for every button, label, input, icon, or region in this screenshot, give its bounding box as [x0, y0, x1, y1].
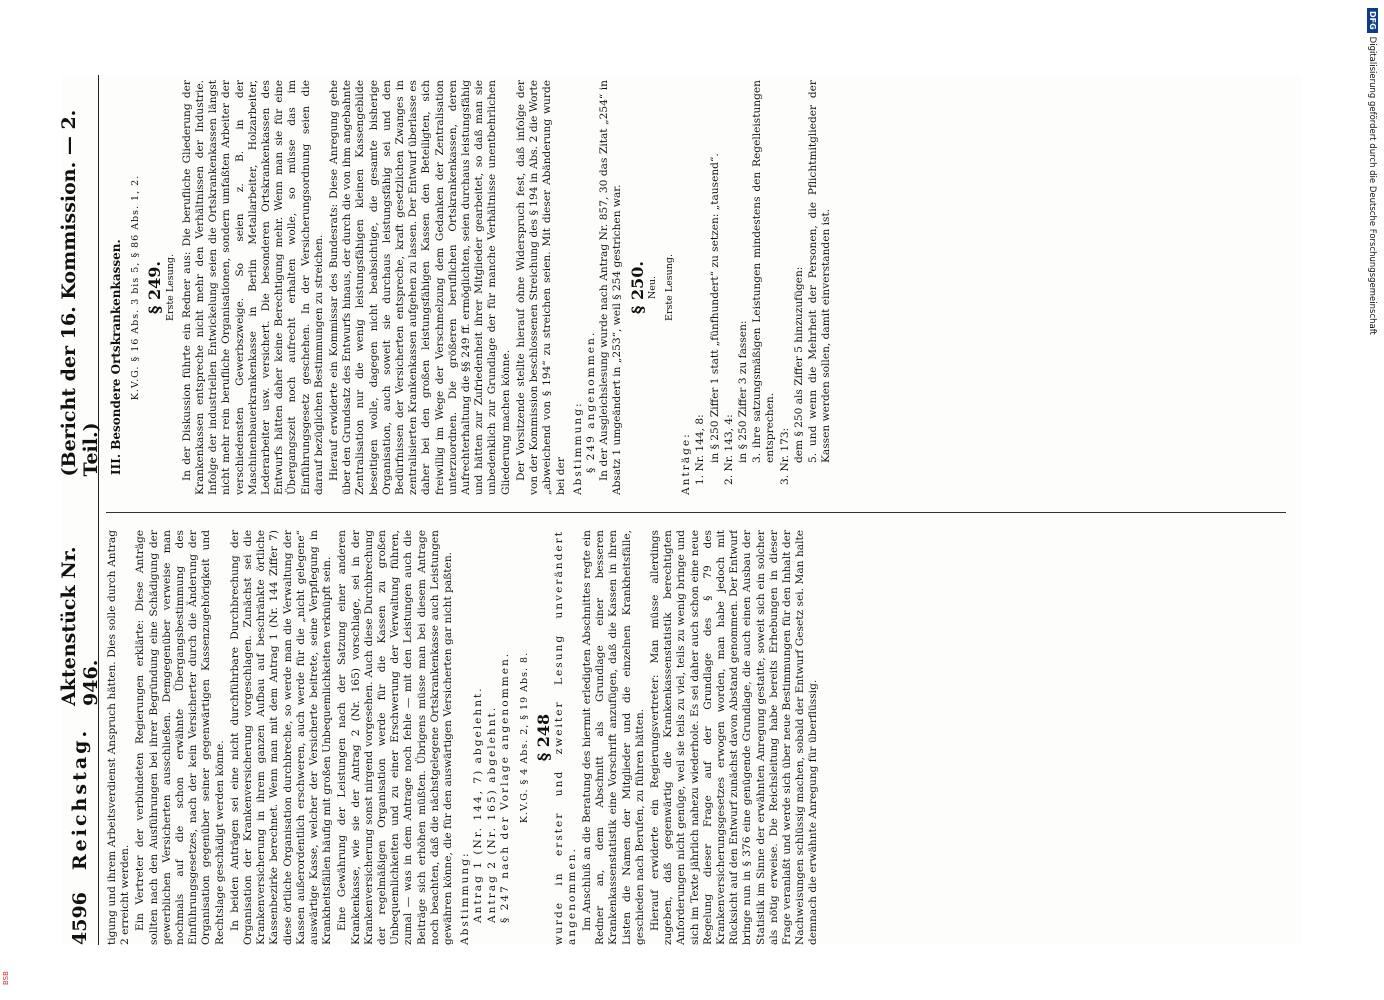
- paragraph: tigung und ihrem Arbeitsverdienst Anspruch hätten. Dies solle durch Antrag 2 erreicht werden.: [106, 530, 132, 945]
- vote-block: [572, 80, 598, 495]
- motion-text: dem § 250 als Ziffer 5 hinzuzufügen:: [792, 266, 805, 463]
- paragraph: Eine Gewährung der Leistungen nach der Satzung einer anderen Krankenkasse, wie sie der Antrag 2 (Nr. 165) vorschlage, sei in der Krankenversicherung sonst nirgend vorgesehen. Auch diese Durchbrechung der regelmäßigen Organisation werde für die Kassen zu großen Unbequemlichkeiten und zu einer Erschwerung der Verwaltung führen, zumal — was in dem Antrage noch fehle — mit den Leistungen auch die Beiträge sich erhöhen müßten. Übrigens müsse man bei diesem Antrage noch beachten, daß die nächstgelegene Ortskrankenkasse auch Leistungen gewähren könne, die für den auswärtigen Versicherten gar nicht paßten.: [336, 530, 455, 945]
- motions-heading: Anträge:: [680, 432, 693, 495]
- chapter-heading: III. Besondere Ortskrankenkassen.: [109, 239, 123, 475]
- vote-block: [459, 530, 512, 945]
- motion-text: 3. ihre satzungsmäßigen Leistungen mindestens den Regelleistungen entsprechen.: [751, 80, 777, 463]
- header-document: Aktenstück Nr. 946.: [58, 546, 102, 706]
- reading-label: Erste Lesung.: [663, 254, 675, 321]
- page-number: 4596: [69, 892, 91, 945]
- paragraph: Hierauf erwiderte ein Kommissar des Bundesrats: Diese Anregung gehe über den Grundsatz des Entwurfs hinaus, der durch die von ihm angebahnte Zentralisation nur die wenig leistungsfähigen kleinen Kassengebilde beseitigen wolle, dagegen nicht beabsichtige, die gesamte bisherige Organisation, auch soweit sie durchaus leistungsfähig sei und den Bedürfnissen der Versicherten entspreche, kraft gesetzlichen Zwanges in zentralisierten Krankenkassen aufgehen zu lassen. Der Entwurf überlasse es daher bei den großen leistungsfähigen Kassen den Beteiligten, sich freiwillig im Wege der Verschmelzung dem Gedanken der Zentralisation unterzuordnen. Die größeren beruflichen Ortskrankenkassen, deren Aufrechterhaltung die §§ 249 ff. ermöglichten, seien durchaus leistungsfähig und hätten zur Zufriedenheit ihrer Mitglieder gearbeitet, so daß man sie unbedenklich zur Grundlage der für manche Verhältnisse unentbehrlichen Gliederung machen könne.: [328, 80, 512, 495]
- column-divider: [106, 512, 1286, 513]
- motion-text: in § 250 Ziffer 1 statt „fünfhundert“ zu setzen: „tausend“.: [708, 153, 721, 463]
- new-label: Neu.: [646, 275, 658, 300]
- vote-heading: Abstimmung:: [571, 401, 584, 495]
- header-parliament: Reichstag.: [69, 727, 91, 871]
- right-column: [106, 80, 1286, 495]
- motion-number: 2. Nr. 143, 4:: [722, 414, 735, 485]
- vote-item: Antrag 2 (Nr. 165) abgelehnt.: [485, 705, 498, 923]
- section-heading: § 250.: [627, 261, 647, 314]
- left-column: [106, 530, 1286, 945]
- page-header: [58, 75, 102, 945]
- dfg-credit: [1367, 8, 1378, 335]
- dfg-logo: DFG: [1367, 8, 1378, 33]
- motion-text: 5. und wenn die Mehrheit der Personen, die Pflichtmitglieder der Kassen werden sollen, damit einverstanden ist.: [806, 80, 833, 463]
- motion-text: in § 250 Ziffer 3 zu fassen:: [736, 320, 749, 463]
- header-title: (Bericht der 16. Kommission. — 2. Teil.): [58, 109, 102, 477]
- paragraph: wurde in erster und zweiter Lesung unverändert angenommen.: [552, 530, 578, 945]
- motion-number: 3. Nr. 173:: [778, 427, 791, 485]
- dfg-credit-text: Digitalisierung gefördert durch die Deutsche Forschungsgemeinschaft: [1367, 36, 1378, 335]
- library-stamp: BSB: [2, 971, 10, 985]
- vote-heading: Abstimmung:: [459, 851, 472, 945]
- section-heading: § 249.: [145, 261, 165, 314]
- vote-item: § 249 angenommen.: [584, 330, 597, 473]
- paragraph: In der Diskussion führte ein Redner aus: Die berufliche Gliederung der Krankenkassen entspreche nicht mehr den Verhältnissen der Industrie. Infolge der industriellen Entwickelung seien die Ortskrankenkassen längst nicht mehr rein berufliche Organisationen, sondern umfaßten Arbeiter der verschiedensten Gewerbszweige. So seien z. B. in der Maschinenbauerkrankenkasse in Berlin Metallarbeiter, Holzarbeiter, Lederarbeiter usw. versichert. Die besonderen Ortskrankenkassen des Entwurfs hätten daher keine Berechtigung mehr. Wenn man sie für eine Übergangszeit noch aufrecht erhalten wolle, so müsse das im Einführungsgesetz geschehen. In der Versicherungsordnung seien die darauf bezüglichen Bestimmungen zu streichen.: [180, 80, 325, 495]
- motion-number: 1. Nr. 144, 8:: [694, 414, 707, 485]
- paragraph: Der Vorsitzende stellte hierauf ohne Widerspruch fest, daß infolge der von der Kommission beschlossenen Streichung des § 194 in Abs. 2 die Worte „abweichend von § 194“ zu streichen seien. Mit dieser Abänderung wurde bei der: [514, 80, 567, 495]
- section-heading: § 248: [534, 713, 554, 762]
- vote-item: Antrag 1 (Nr. 144, 7) abgelehnt.: [472, 686, 485, 923]
- paragraph: Im Anschluß an die Beratung des hiermit erledigten Abschnittes regte ein Redner an, dem Abschnitt als Grundlage einer besseren Krankenkassenstatistik eine Vorschrift anzufügen, daß die Kassen in ihren Listen die Namen der Mitglieder und die einzelnen Krankheitsfälle, geschieden nach Berufen, zu führen hätten.: [580, 530, 646, 945]
- law-reference: K.V.G. § 16 Abs. 3 bis 5, § 86 Abs. 1, 2.: [130, 174, 142, 401]
- paragraph: In der Ausgleichslesung wurde nach Antrag Nr. 857, 30 das Zitat „254“ in Absatz 1 umgeändert in „253“, weil § 254 gestrichen war.: [598, 80, 624, 495]
- document-paper: [58, 75, 1302, 945]
- paragraph: Hierauf erwiderte ein Regierungsvertreter: Man müsse allerdings zugeben, daß gegenwärtig die Krankenkassenstatistik berechtigten Anforderungen nicht genüge, weil sie teils zu viel, teils zu wenig bringe und sich im Texte jährlich nahezu wiederhole. Es sei daher auch schon eine neue Regelung dieser Frage auf der Grundlage des § 79 des Krankenversicherungsgesetzes erwogen worden, man habe jedoch mit Rücksicht auf den Entwurf zunächst davon Abstand genommen. Der Entwurf bringe nun in § 376 eine genügende Grundlage, die auch einen Ausbau der Statistik im Sinne der erwähnten Anregung gestatte, soweit sich ein solcher als nötig erweise. Die Reichsleitung habe bereits Erhebungen in dieser Frage veranlaßt und werde sich über neue Bestimmungen für den Inhalt der Nachweisungen schlüssig machen, sobald der Entwurf Gesetz sei. Man halte demnach die erwähnte Anregung für überflüssig.: [648, 530, 820, 945]
- paragraph: Ein Vertreter der verbündeten Regierungen erklärte: Diese Anträge sollten nach den Ausführungen bei ihrer Begründung eine Schädigung der gewerblichen Versicherten ausschließen. Demgegenüber verweise man nochmals auf die schon erwähnte Übergangsbestimmung des Einführungsgesetzes, nach der kein Versicherter durch die Änderung der Organisation gegenüber seiner gegenwärtigen Kassenzugehörigkeit und Rechtslage geschädigt werden könne.: [134, 530, 226, 945]
- reading-label: Erste Lesung.: [164, 254, 176, 321]
- motions-list: [680, 80, 833, 495]
- vote-item: § 247 nach der Vorlage angenommen.: [498, 651, 511, 923]
- law-reference: K.V.G. § 4 Abs. 2, § 19 Abs. 8.: [519, 651, 531, 824]
- paragraph: In beiden Anträgen sei eine nicht durchführbare Durchbrechung der Organisation der Krankenversicherung vorgeschlagen. Zunächst sei die Krankenversicherung in ihrem ganzen Aufbau auf beschränkte örtliche Kassenbezirke berechnet. Wenn man mit dem Antrag 1 (Nr. 144 Ziffer 7) diese örtliche Organisation durchbreche, so werde man die Verwaltung der Kassen außerordentlich erschweren, auch werde für die „nicht gelegene“ auswärtige Kasse, welcher der Versicherte beitrete, seine Verpflegung in Krankheitsfällen häufig mit großen Unbequemlichkeiten verknüpft sein.: [228, 530, 334, 945]
